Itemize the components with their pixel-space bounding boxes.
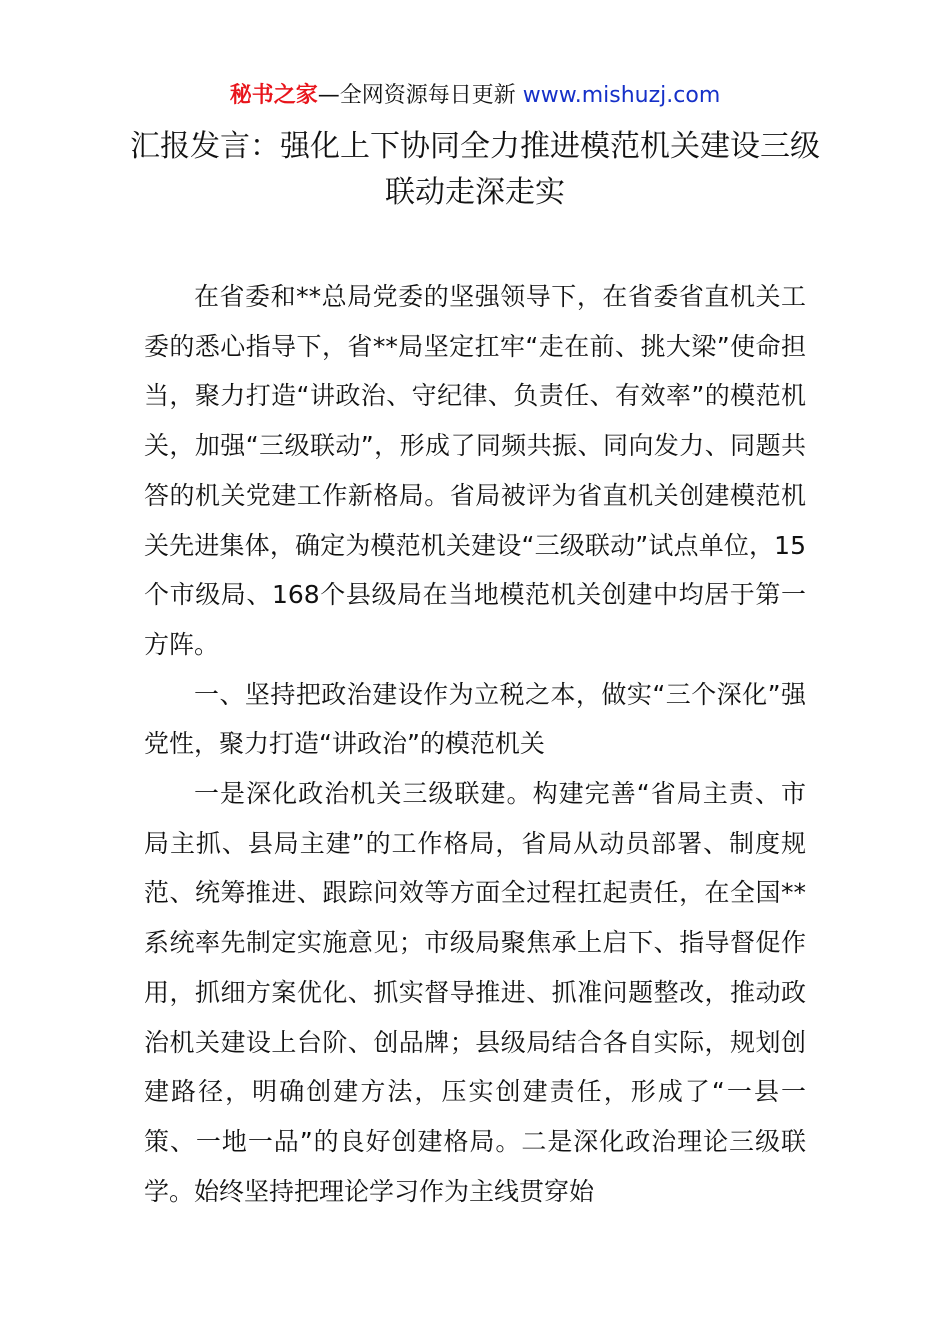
intro-paragraph: 在省委和**总局党委的坚强领导下，在省委省直机关工委的悉心指导下，省**局坚定扛牢“走在前、挑大梁”使命担当，聚力打造“讲政治、守纪律、负责任、有效率”的模范机关，加强“三级联动”，形成了同频共振、同向发力、同题共答的机关党建工作新格局。省局被评为省直机关创建模范机关先进集体，确定为模范机关建设“三级联动”试点单位，15个市级局、168个县级局在当地模范机关创建中均居于第一方阵。 xyxy=(144,282,806,659)
document-body xyxy=(144,272,806,1216)
header-tagline: —全网资源每日更新 xyxy=(317,83,523,108)
brand-name: 秘书之家 xyxy=(229,83,318,108)
site-url-link[interactable]: www.mishuzj.com xyxy=(522,83,721,108)
site-header xyxy=(0,80,950,112)
section-paragraph-1: 一是深化政治机关三级联建。构建完善“省局主责、市局主抓、县局主建”的工作格局，省局从动员部署、制度规范、统筹推进、跟踪问效等方面全过程扛起责任，在全国**系统率先制定实施意见；市级局聚焦承上启下、指导督促作用，抓细方案优化、抓实督导推进、抓准问题整改，推动政治机关建设上台阶、创品牌；县级局结合各自实际，规划创建路径，明确创建方法，压实创建责任，形成了“一县一策、一地一品”的良好创建格局。二是深化政治理论三级联学。始终坚持把理论学习作为主线贯穿始 xyxy=(144,779,806,1206)
document-title: 汇报发言：强化上下协同全力推进模范机关建设三级联动走深走实 xyxy=(130,129,820,210)
section-heading-1: 一、坚持把政治建设作为立税之本，做实“三个深化”强党性，聚力打造“讲政治”的模范机关 xyxy=(144,679,806,759)
